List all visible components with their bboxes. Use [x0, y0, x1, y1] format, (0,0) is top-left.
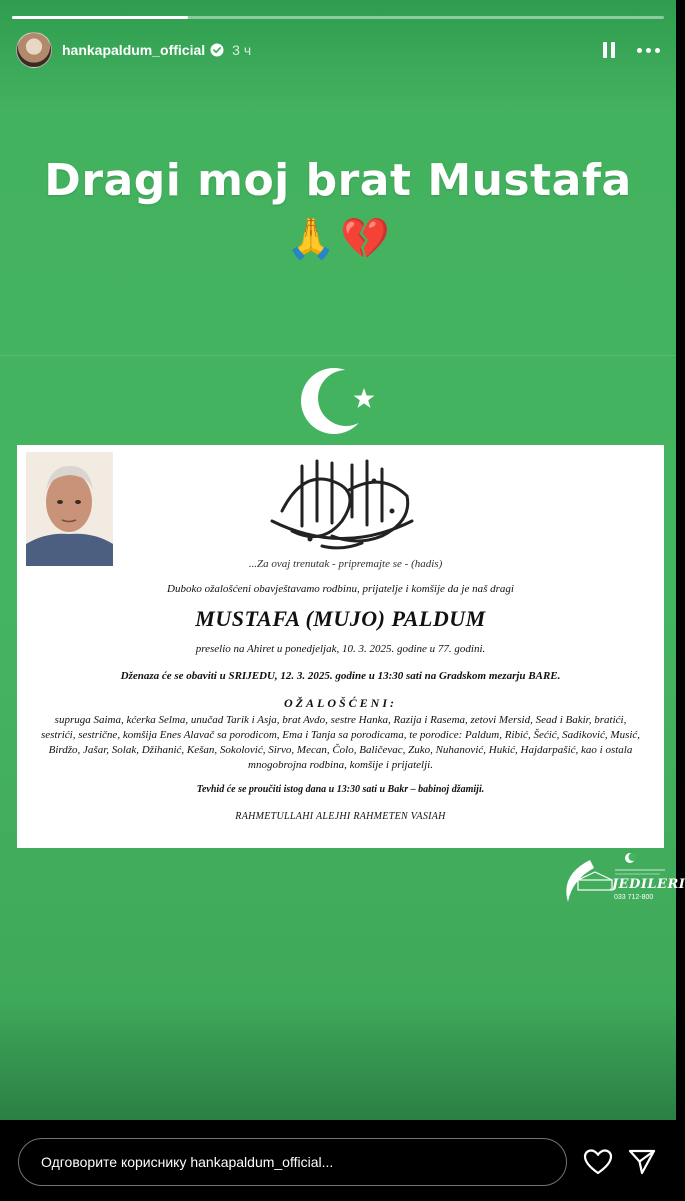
send-icon[interactable]: [627, 1148, 657, 1176]
obituary-card: [17, 445, 664, 848]
time-ago: 3 ч: [232, 42, 252, 58]
prayer-line: RAHMETULLAHI ALEJHI RAHMETEN VASIAH: [235, 811, 446, 822]
heart-icon[interactable]: [583, 1148, 613, 1176]
deceased-photo: [26, 452, 113, 566]
broken-heart-emoji: 💔: [340, 217, 390, 261]
calligraphy-emblem: [262, 451, 422, 561]
reply-input[interactable]: [18, 1138, 567, 1186]
progress-fill: [12, 16, 188, 19]
announcement-intro: Duboko ožalošćeni obavještavamo rodbinu, prijatelje i komšije da je naš dragi: [167, 583, 514, 595]
username[interactable]: hankapaldum_official: [62, 42, 206, 58]
progress-segment: [12, 16, 664, 19]
story-header: [16, 30, 660, 70]
story-progress-bar: [12, 16, 664, 19]
pause-icon[interactable]: [603, 42, 615, 58]
funeral-info: Dženaza će se obaviti u SRIJEDU, 12. 3. 2025. godine u 13:30 sati na Gradskom mezarju BARE.: [120, 670, 561, 682]
crescent-star-icon: [300, 364, 380, 438]
logo-name: JEDILERI: [612, 877, 685, 892]
emoji-row: [0, 215, 676, 262]
logo-phone: 033 712-800: [614, 894, 654, 901]
reply-placeholder: Одговорите кориснику hankapaldum_official...: [41, 1154, 334, 1170]
passing-date: preselio na Ahiret u ponedjeljak, 10. 3. 2025. godine u 77. godini.: [195, 643, 486, 655]
hadis-quote: ...Za ovaj trenutak - pripremajte se - (hadis): [248, 558, 443, 570]
more-icon[interactable]: [637, 48, 660, 53]
mourners-title: OŽALOŠĆENI:: [283, 696, 397, 710]
avatar-icon[interactable]: [16, 32, 52, 68]
mourners-list: supruga Saima, kćerka Selma, unučad Tarik i Asja, brat Avdo, sestre Hanka, Razija i Rasema, zetovi Mersid, Sead i Bakir, bratići, sestrići, sestrične, komšija Enes Alavač sa porodicom, Ema i Tanja sa porodicama, te porodice: Paldum, Ribić, Šećić, Sadiković, Musić, Birdžo, Jašar, Solak, Džihanić, Kešan, Sokolović, Sirvo, Mecan, Čolo, Baličevac, Zuko, Nuhanović, Hukić, Hajdarpašić, kao i ostala mnogobrojna rodbina, komšije i prijatelji.: [40, 714, 641, 771]
verified-badge-icon: [210, 43, 224, 57]
story-caption: Dragi moj brat Mustafa: [44, 155, 632, 206]
praying-hands-emoji: 🙏: [286, 217, 336, 261]
deceased-name: MUSTAFA (MUJO) PALDUM: [195, 606, 486, 631]
tevhid-info: Tevhid će se proučiti istog dana u 13:30 sati u Bakr – babinoj džamiji.: [196, 784, 485, 795]
divider: [0, 355, 676, 356]
